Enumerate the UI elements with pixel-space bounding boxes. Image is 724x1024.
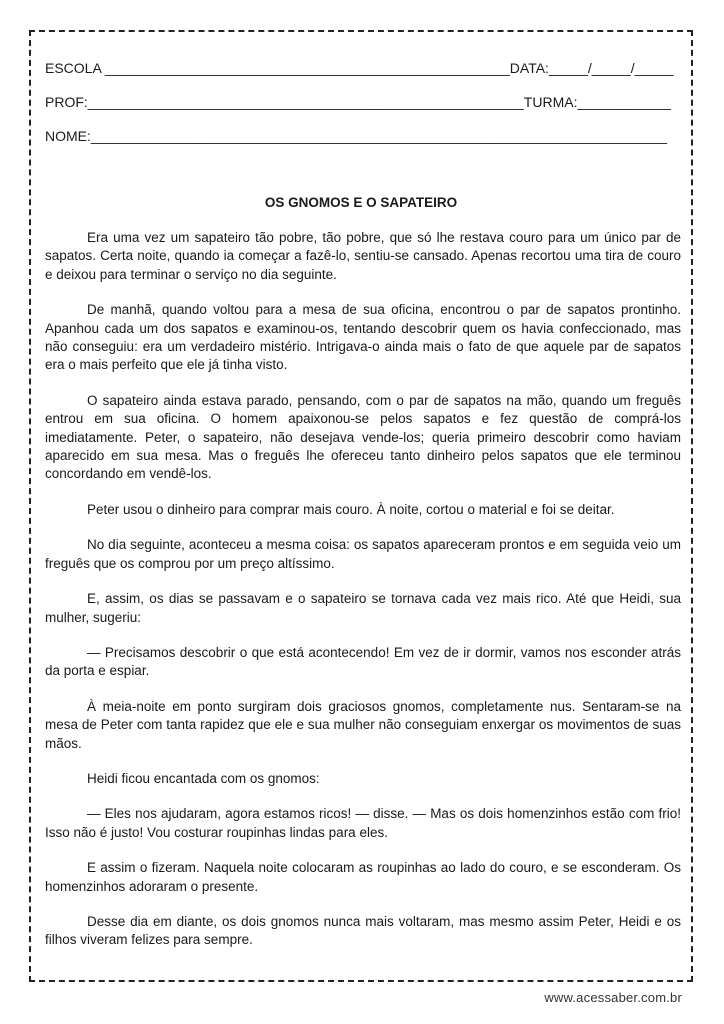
story-paragraph: Desse dia em diante, os dois gnomos nunca mais voltaram, mas mesmo assim Peter, Heidi e os filhos viveram felizes para sempre. xyxy=(45,913,681,948)
story-paragraph: — Eles nos ajudaram, agora estamos ricos! — disse. — Mas os dois homenzinhos estão com frio! Isso não é justo! Vou costurar roupinhas lindas para eles. xyxy=(45,806,681,840)
story-paragraph: Peter usou o dinheiro para comprar mais couro. À noite, cortou o material e foi se deitar. xyxy=(87,501,615,517)
website-footer: www.acessaber.com.br xyxy=(544,990,682,1005)
story-paragraph: De manhã, quando voltou para a mesa de sua oficina, encontrou o par de sapatos prontinho. Apanhou cada um dos sapatos e examinou-os, tentando descobrir quem os havia confeccionado, mas não conseguiu: era um verdadeiro mistério. Intrigava-o ainda mais o fato de que aquele par de sapatos era o mais perfeito que ele já tinha visto. xyxy=(45,302,681,373)
story-paragraph: — Precisamos descobrir o que está acontecendo! Em vez de ir dormir, vamos nos esconder atrás da porta e espiar. xyxy=(45,644,681,679)
story-paragraph: À meia-noite em ponto surgiram dois graciosos gnomos, completamente nus. Sentaram-se na mesa de Peter com tanta rapidez que ele e sua mulher não conseguiam enxergar os movimentos de suas mãos. xyxy=(45,698,681,751)
worksheet-frame xyxy=(29,30,693,982)
story-paragraph: E, assim, os dias se passavam e o sapateiro se tornava cada vez mais rico. Até que Heidi, sua mulher, sugeriu: xyxy=(45,591,681,625)
story-paragraph: No dia seguinte, aconteceu a mesma coisa: os sapatos apareceram prontos e em seguida veio um freguês que os comprou por um preço altíssimo. xyxy=(45,537,681,571)
story-paragraph: E assim o fizeram. Naquela noite colocaram as roupinhas ao lado do couro, e se esconderam. Os homenzinhos adoraram o presente. xyxy=(45,860,681,894)
prof-turma-line: PROF:________________________________________________________TURMA:____________ xyxy=(45,94,671,110)
story-title: OS GNOMOS E O SAPATEIRO xyxy=(264,195,458,210)
escola-data-line: ESCOLA ____________________________________________________DATA:_____/_____/_____ xyxy=(45,60,674,76)
story-paragraph: O sapateiro ainda estava parado, pensando, com o par de sapatos na mão, quando um freguês entrou em sua oficina. O homem apaixonou-se pelos sapatos e fez questão de comprá-los imediatamente. Peter, o sapateiro, não desejava vende-los; queria primeiro descobrir como haviam aparecido em sua mesa. Mas o freguês lhe ofereceu tanto dinheiro pelos sapatos que ele terminou concordando em vendê-los. xyxy=(45,392,681,482)
nome-line: NOME:__________________________________________________________________________ xyxy=(45,128,668,144)
story-body xyxy=(45,229,681,967)
story-paragraph: Heidi ficou encantada com os gnomos: xyxy=(87,770,320,786)
story-paragraph: Era uma vez um sapateiro tão pobre, tão pobre, que só lhe restava couro para um único par de sapatos. Certa noite, quando ia começar a fazê-lo, sentiu-se cansado. Apenas recortou uma tira de couro e deixou para terminar o serviço no dia seguinte. xyxy=(45,230,681,282)
